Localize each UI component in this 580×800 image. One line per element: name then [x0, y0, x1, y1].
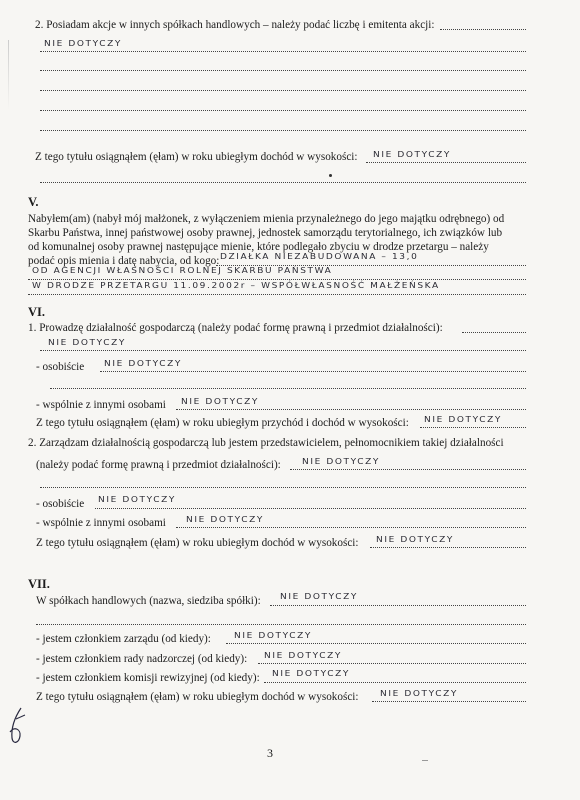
- section-v-heading: V.: [28, 195, 39, 209]
- dotted-line: [290, 469, 526, 470]
- personal2-answer: NIE DOTYCZY: [98, 495, 176, 505]
- dotted-line: [176, 527, 526, 528]
- management-question-2: (należy podać formę prawną i przedmiot działalności):: [36, 459, 281, 471]
- joint-label: - wspólnie z innymi osobami: [36, 399, 166, 411]
- ink-mark: [422, 760, 428, 764]
- dotted-line: [270, 605, 526, 606]
- companies-income-answer: NIE DOTYCZY: [380, 689, 458, 699]
- companies-income-label: Z tego tytułu osiągnąłem (ęłam) w roku ubiegłym dochód w wysokości:: [36, 691, 359, 703]
- dotted-line: [40, 350, 526, 351]
- dotted-line: [440, 29, 526, 30]
- dotted-line: [40, 130, 526, 131]
- board-answer: NIE DOTYCZY: [234, 631, 312, 641]
- management-answer: NIE DOTYCZY: [302, 457, 380, 467]
- property-answer-2: OD AGENCJI WŁASNOŚCI ROLNEJ SKARBU PAŃSTWA: [32, 266, 333, 276]
- section-v-text-1: Nabyłem(am) (nabył mój małżonek, z wyłączeniem mienia przynależnego do jego majątku odrębnego) od: [28, 213, 505, 225]
- dotted-line: [258, 663, 526, 664]
- dotted-line: [226, 643, 526, 644]
- joint2-answer: NIE DOTYCZY: [186, 515, 264, 525]
- dotted-line: [40, 487, 526, 488]
- dotted-line: [420, 427, 526, 428]
- section-vii-heading: VII.: [28, 577, 50, 591]
- section-v-text-4: podać opis mienia i datę nabycia, od kogo:: [28, 255, 220, 267]
- dotted-line: [366, 162, 526, 163]
- dotted-line: [100, 371, 526, 372]
- dotted-line: [95, 508, 526, 509]
- business-answer: NIE DOTYCZY: [48, 338, 126, 348]
- management-income-answer: NIE DOTYCZY: [376, 535, 454, 545]
- joint2-label: - wspólnie z innymi osobami: [36, 517, 166, 529]
- ink-dot: [329, 174, 332, 177]
- personal-answer: NIE DOTYCZY: [104, 359, 182, 369]
- management-income-label: Z tego tytułu osiągnąłem (ęłam) w roku ubiegłym dochód w wysokości:: [36, 537, 359, 549]
- companies-label: W spółkach handlowych (nazwa, siedziba spółki):: [36, 595, 261, 607]
- property-answer-3: W DRODZE PRZETARGU 11.09.2002r – WSPÓŁWŁASNOŚĆ MAŁŻEŃSKA: [32, 281, 440, 291]
- management-question-1: 2. Zarządzam działalnością gospodarczą lub jestem przedstawicielem, pełnomocnikiem takiej działalności: [28, 437, 504, 449]
- shares-income-answer: NIE DOTYCZY: [373, 150, 451, 160]
- property-answer-1: DZIAŁKA NIEZABUDOWANA – 13,0: [220, 252, 419, 262]
- page-number: 3: [267, 746, 273, 760]
- scan-edge-mark: [8, 40, 9, 110]
- companies-answer: NIE DOTYCZY: [280, 592, 358, 602]
- dotted-line: [372, 701, 526, 702]
- margin-signature-mark: [6, 705, 28, 749]
- personal2-label: - osobiście: [36, 498, 85, 510]
- dotted-line: [40, 182, 526, 183]
- supervisory-label: - jestem członkiem rady nadzorczej (od kiedy):: [36, 653, 248, 665]
- joint-answer: NIE DOTYCZY: [181, 397, 259, 407]
- dotted-line: [28, 294, 526, 295]
- dotted-line: [40, 110, 526, 111]
- audit-answer: NIE DOTYCZY: [272, 669, 350, 679]
- dotted-line: [462, 332, 526, 333]
- dotted-line: [40, 90, 526, 91]
- shares-question: 2. Posiadam akcje w innych spółkach handlowych – należy podać liczbę i emitenta akcji:: [35, 19, 435, 31]
- dotted-line: [28, 279, 526, 280]
- dotted-line: [264, 682, 526, 683]
- business-question: 1. Prowadzę działalność gospodarczą (należy podać formę prawną i przedmiot działalności):: [28, 322, 443, 334]
- personal-label: - osobiście: [36, 361, 85, 373]
- section-v-text-3: od komunalnej osoby prawnej następujące mienie, które podlegało zbyciu w drodze przetargu – należy: [28, 241, 489, 253]
- dotted-line: [40, 51, 526, 52]
- dotted-line: [40, 70, 526, 71]
- business-income-label: Z tego tytułu osiągnąłem (ęłam) w roku ubiegłym przychód i dochód w wysokości:: [36, 417, 409, 429]
- board-label: - jestem członkiem zarządu (od kiedy):: [36, 633, 211, 645]
- audit-label: - jestem członkiem komisji rewizyjnej (od kiedy):: [36, 672, 260, 684]
- dotted-line: [176, 409, 526, 410]
- section-vi-heading: VI.: [28, 305, 46, 319]
- dotted-line: [370, 547, 526, 548]
- shares-income-label: Z tego tytułu osiągnąłem (ęłam) w roku ubiegłym dochód w wysokości:: [35, 151, 358, 163]
- dotted-line: [36, 624, 526, 625]
- dotted-line: [50, 388, 526, 389]
- shares-answer: NIE DOTYCZY: [44, 39, 122, 49]
- supervisory-answer: NIE DOTYCZY: [264, 651, 342, 661]
- business-income-answer: NIE DOTYCZY: [424, 415, 502, 425]
- section-v-text-2: Skarbu Państwa, innej państwowej osoby prawnej, jednostek samorządu terytorialnego, ich związków lub: [28, 227, 503, 239]
